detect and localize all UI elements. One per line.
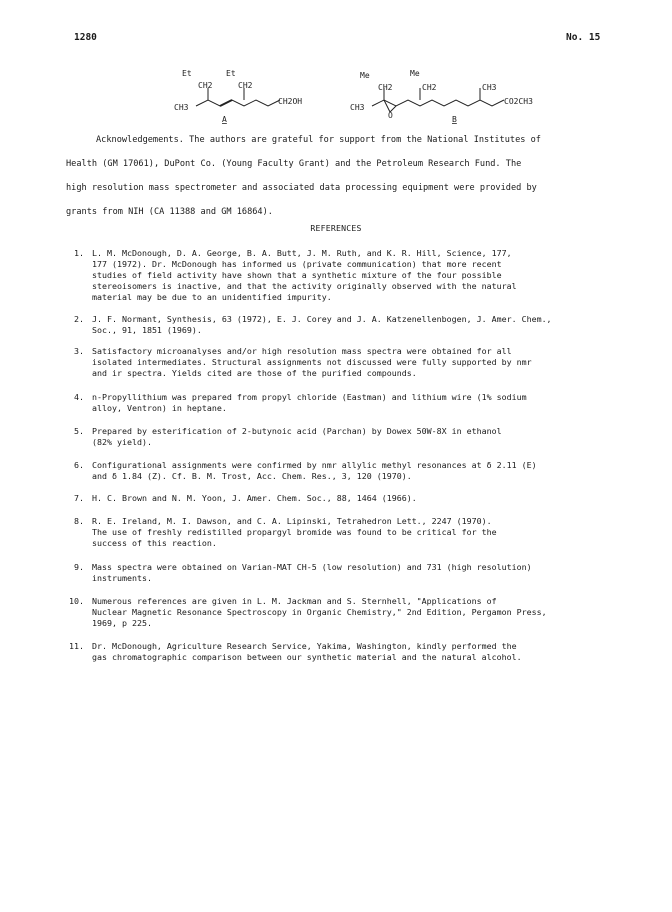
references-heading: REFERENCES [310, 223, 362, 233]
reference-line: and ir spectra. Yields cited are those of the purified compounds. [92, 368, 417, 378]
structure-a-ch2oh: CH2OH [278, 97, 303, 106]
reference-line: The use of freshly redistilled propargyl bromide was found to be critical for the [92, 527, 497, 537]
reference-number: 5. [74, 426, 84, 436]
structure-b-ch2-2: CH2 [422, 83, 437, 92]
reference-number: 11. [69, 641, 84, 651]
reference-line: instruments. [92, 573, 152, 583]
reference-number: 6. [74, 460, 84, 470]
page-number: 1280 [74, 32, 97, 43]
reference-line: Configurational assignments were confirmed by nmr allylic methyl resonances at δ 2.11 (E) [92, 460, 537, 470]
structure-b-oxygen: O [388, 111, 393, 120]
reference-line: Satisfactory microanalyses and/or high resolution mass spectra were obtained for all [92, 346, 512, 356]
structure-a-ch3: CH3 [174, 103, 189, 112]
structure-b-me2: Me [410, 69, 420, 78]
ack-line: Acknowledgements. The authors are grateful for support from the National Institutes of [96, 135, 541, 145]
ack-line: high resolution mass spectrometer and associated data processing equipment were provided by [66, 183, 537, 193]
reference-line: Prepared by esterification of 2-butynoic acid (Parchan) by Dowex 50W-8X in ethanol [92, 426, 502, 436]
reference-line: (82% yield). [92, 437, 152, 447]
reference-line: studies of field activity have shown that a synthetic mixture of the four possible [92, 270, 502, 280]
reference-number: 4. [74, 392, 84, 402]
chemical-structures [160, 66, 580, 124]
structure-a-ch2-1: CH2 [198, 81, 213, 90]
reference-line: gas chromatographic comparison between our synthetic material and the natural alcohol. [92, 652, 522, 662]
ack-line: Health (GM 17061), DuPont Co. (Young Faculty Grant) and the Petroleum Research Fund. The [66, 159, 522, 169]
structure-b-me1: Me [360, 71, 370, 80]
structure-b-ch3-right: CH3 [482, 83, 497, 92]
reference-line: Mass spectra were obtained on Varian-MAT CH-5 (low resolution) and 731 (high resolution) [92, 562, 532, 572]
reference-number: 10. [69, 596, 84, 606]
reference-line: n-Propyllithium was prepared from propyl chloride (Eastman) and lithium wire (1% sodium [92, 392, 527, 402]
reference-line: alloy, Ventron) in heptane. [92, 403, 227, 413]
reference-number: 7. [74, 493, 84, 503]
reference-line: H. C. Brown and N. M. Yoon, J. Amer. Chem. Soc., 88, 1464 (1966). [92, 493, 417, 503]
reference-number: 8. [74, 516, 84, 526]
reference-line: Nuclear Magnetic Resonance Spectroscopy in Organic Chemistry," 2nd Edition, Pergamon Press, [92, 607, 547, 617]
structure-a-label: A [222, 115, 227, 124]
reference-line: success of this reaction. [92, 538, 217, 548]
reference-line: 177 (1972). Dr. McDonough has informed us (private communication) that more recent [92, 259, 502, 269]
structure-a-et2: Et [226, 69, 236, 78]
structure-a [196, 88, 280, 106]
reference-line: stereoisomers is inactive, and that the activity originally observed with the natural [92, 281, 517, 291]
structure-a-et1: Et [182, 69, 192, 78]
reference-number: 9. [74, 562, 84, 572]
structure-b-co2ch3: CO2CH3 [504, 97, 533, 106]
reference-line: material may be due to an unidentified impurity. [92, 292, 332, 302]
reference-number: 1. [74, 248, 84, 258]
structure-b-ch2-1: CH2 [378, 83, 393, 92]
structure-b-label: B [452, 115, 457, 124]
reference-line: and δ 1.84 (Z). Cf. B. M. Trost, Acc. Chem. Res., 3, 120 (1970). [92, 471, 412, 481]
ack-line: grants from NIH (CA 11388 and GM 16864). [66, 207, 273, 217]
reference-number: 3. [74, 346, 84, 356]
reference-line: 1969, p 225. [92, 618, 152, 628]
structure-b-ch3-left: CH3 [350, 103, 365, 112]
reference-line: Dr. McDonough, Agriculture Research Service, Yakima, Washington, kindly performed the [92, 641, 517, 651]
reference-line: J. F. Normant, Synthesis, 63 (1972), E. J. Corey and J. A. Katzenellenbogen, J. Amer. Chem., [92, 314, 552, 324]
reference-line: isolated intermediates. Structural assignments not discussed were fully supported by nmr [92, 357, 532, 367]
reference-line: L. M. McDonough, D. A. George, B. A. Butt, J. M. Ruth, and K. R. Hill, Science, 177, [92, 248, 512, 258]
reference-number: 2. [74, 314, 84, 324]
structure-a-ch2-2: CH2 [238, 81, 253, 90]
reference-line: Soc., 91, 1851 (1969). [92, 325, 202, 335]
acknowledgements [66, 128, 606, 224]
issue-number: No. 15 [566, 32, 601, 43]
reference-line: Numerous references are given in L. M. Jackman and S. Sternhell, "Applications of [92, 596, 497, 606]
reference-line: R. E. Ireland, M. I. Dawson, and C. A. Lipinski, Tetrahedron Lett., 2247 (1970). [92, 516, 492, 526]
